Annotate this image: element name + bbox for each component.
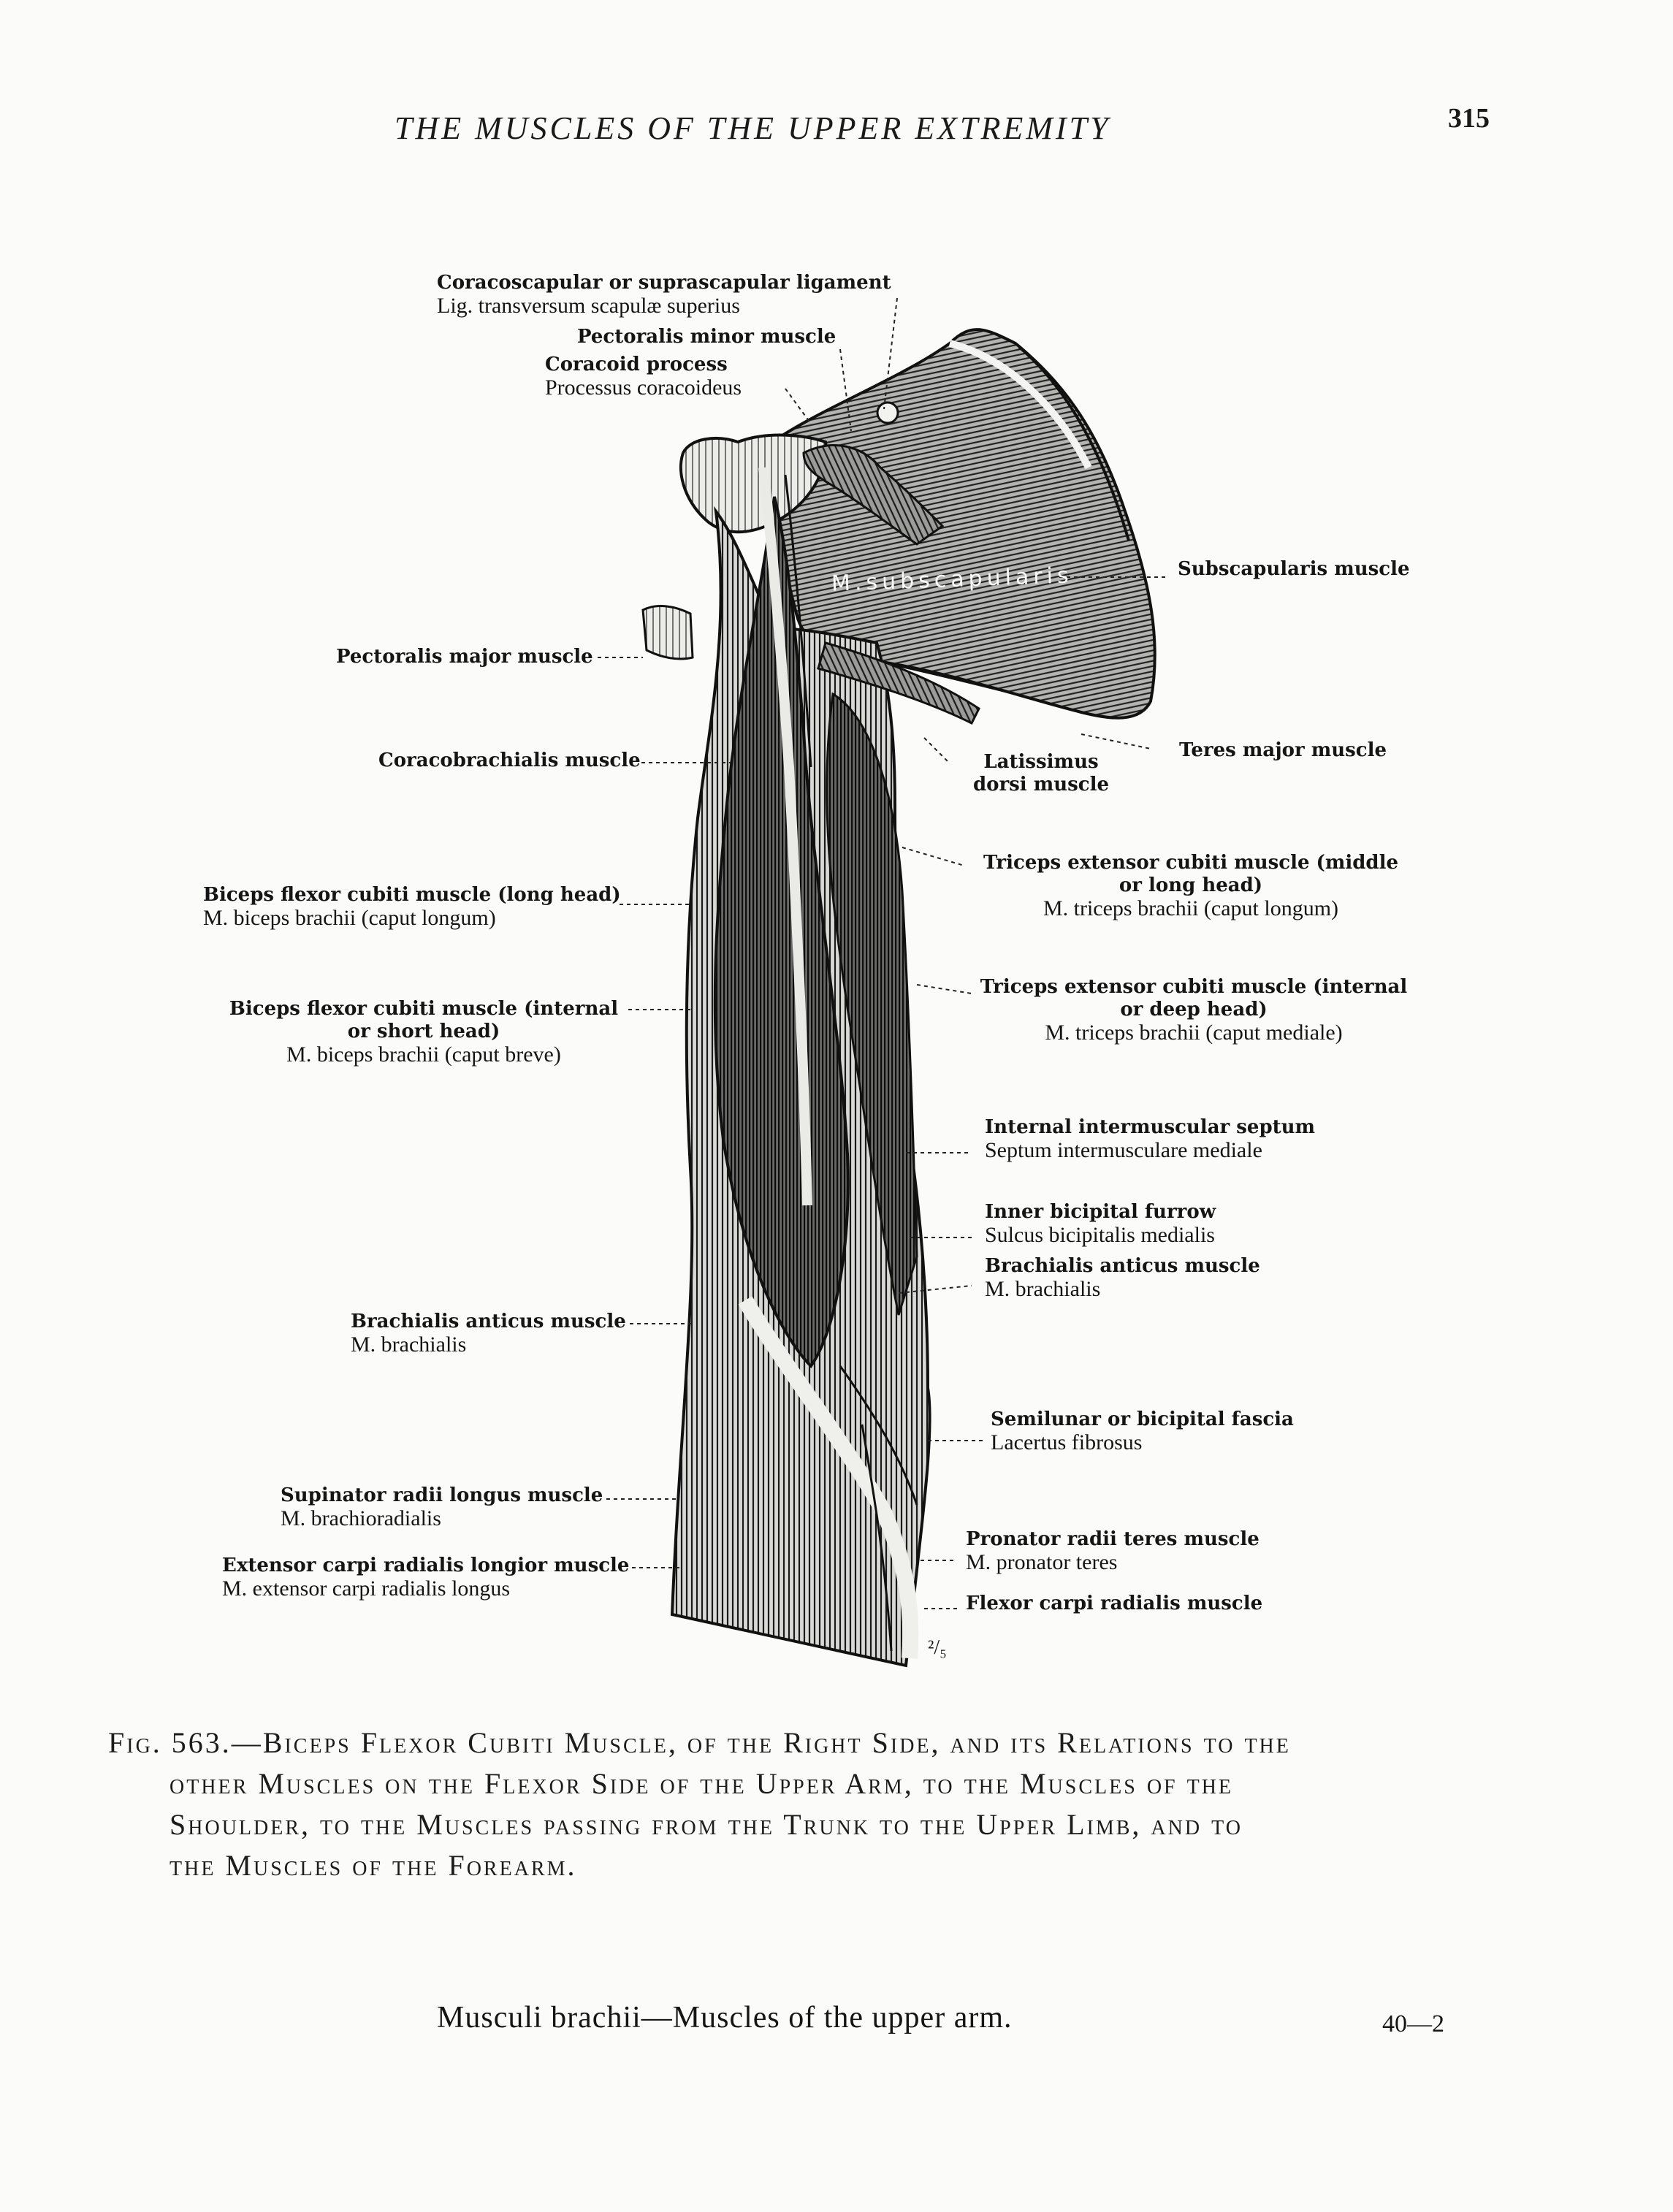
caption-line: other Muscles on the Flexor Side of the Upper Arm, to the Muscles of the: [169, 1767, 1234, 1800]
label-pectoralis-major: Pectoralis major muscle: [336, 646, 593, 668]
label-coracoscapular: Coracoscapular or suprascapular ligament Lig. transversum scapulæ superius: [437, 272, 891, 318]
signature-mark: 40—2: [1382, 2010, 1444, 2037]
label-semilunar-fascia: Semilunar or bicipital fascia Lacertus fibrosus: [991, 1408, 1294, 1454]
label-bicipital-furrow: Inner bicipital furrow Sulcus bicipitalis medialis: [985, 1201, 1216, 1247]
caption-line: Shoulder, to the Muscles passing from the Trunk to the Upper Limb, and to: [169, 1808, 1243, 1841]
label-extensor-carpi: Extensor carpi radialis longior muscle M. extensor carpi radialis longus: [222, 1555, 630, 1601]
label-subscapularis: Subscapularis muscle: [1178, 558, 1410, 580]
caption-line: the Muscles of the Forearm.: [169, 1849, 577, 1882]
scale-note: ²/₅: [928, 1636, 947, 1659]
label-brachialis-left: Brachialis anticus muscle M. brachialis: [351, 1311, 626, 1357]
label-teres-major: Teres major muscle: [1179, 739, 1387, 761]
label-intermuscular-septum: Internal intermuscular septum Septum intermusculare mediale: [985, 1116, 1316, 1162]
running-head: THE MUSCLES OF THE UPPER EXTREMITY: [395, 110, 1111, 146]
label-pronator-teres: Pronator radii teres muscle M. pronator teres: [966, 1528, 1259, 1574]
page-number: 315: [1448, 103, 1490, 134]
label-triceps-deep-head: Triceps extensor cubiti muscle (internal or deep head) M. triceps brachii (caput mediale): [980, 976, 1408, 1045]
label-flexor-carpi: Flexor carpi radialis muscle: [966, 1593, 1263, 1614]
label-triceps-long-head: Triceps extensor cubiti muscle (middle or long head) M. triceps brachii (caput longum): [983, 852, 1399, 920]
label-brachialis-right: Brachialis anticus muscle M. brachialis: [985, 1255, 1260, 1301]
label-latissimus-dorsi: Latissimus dorsi muscle: [972, 751, 1110, 796]
label-coracoid-process: Coracoid process Processus coracoideus: [545, 354, 742, 400]
footer-title: Musculi brachii—Muscles of the upper arm.: [437, 2001, 1013, 2034]
subscapularis-inscription: M.subscapularis: [831, 562, 1074, 597]
label-biceps-long-head: Biceps flexor cubiti muscle (long head) M. biceps brachii (caput longum): [203, 884, 621, 930]
label-supinator: Supinator radii longus muscle M. brachioradialis: [281, 1484, 603, 1530]
figure-caption: [108, 1723, 1511, 1886]
label-coracobrachialis: Coracobrachialis muscle: [378, 750, 641, 771]
label-biceps-short-head: Biceps flexor cubiti muscle (internal or short head) M. biceps brachii (caput breve): [229, 998, 619, 1067]
caption-line: Fig. 563.—Biceps Flexor Cubiti Muscle, of the Right Side, and its Relations to the: [108, 1726, 1291, 1759]
label-pectoralis-minor: Pectoralis minor muscle: [577, 326, 836, 348]
